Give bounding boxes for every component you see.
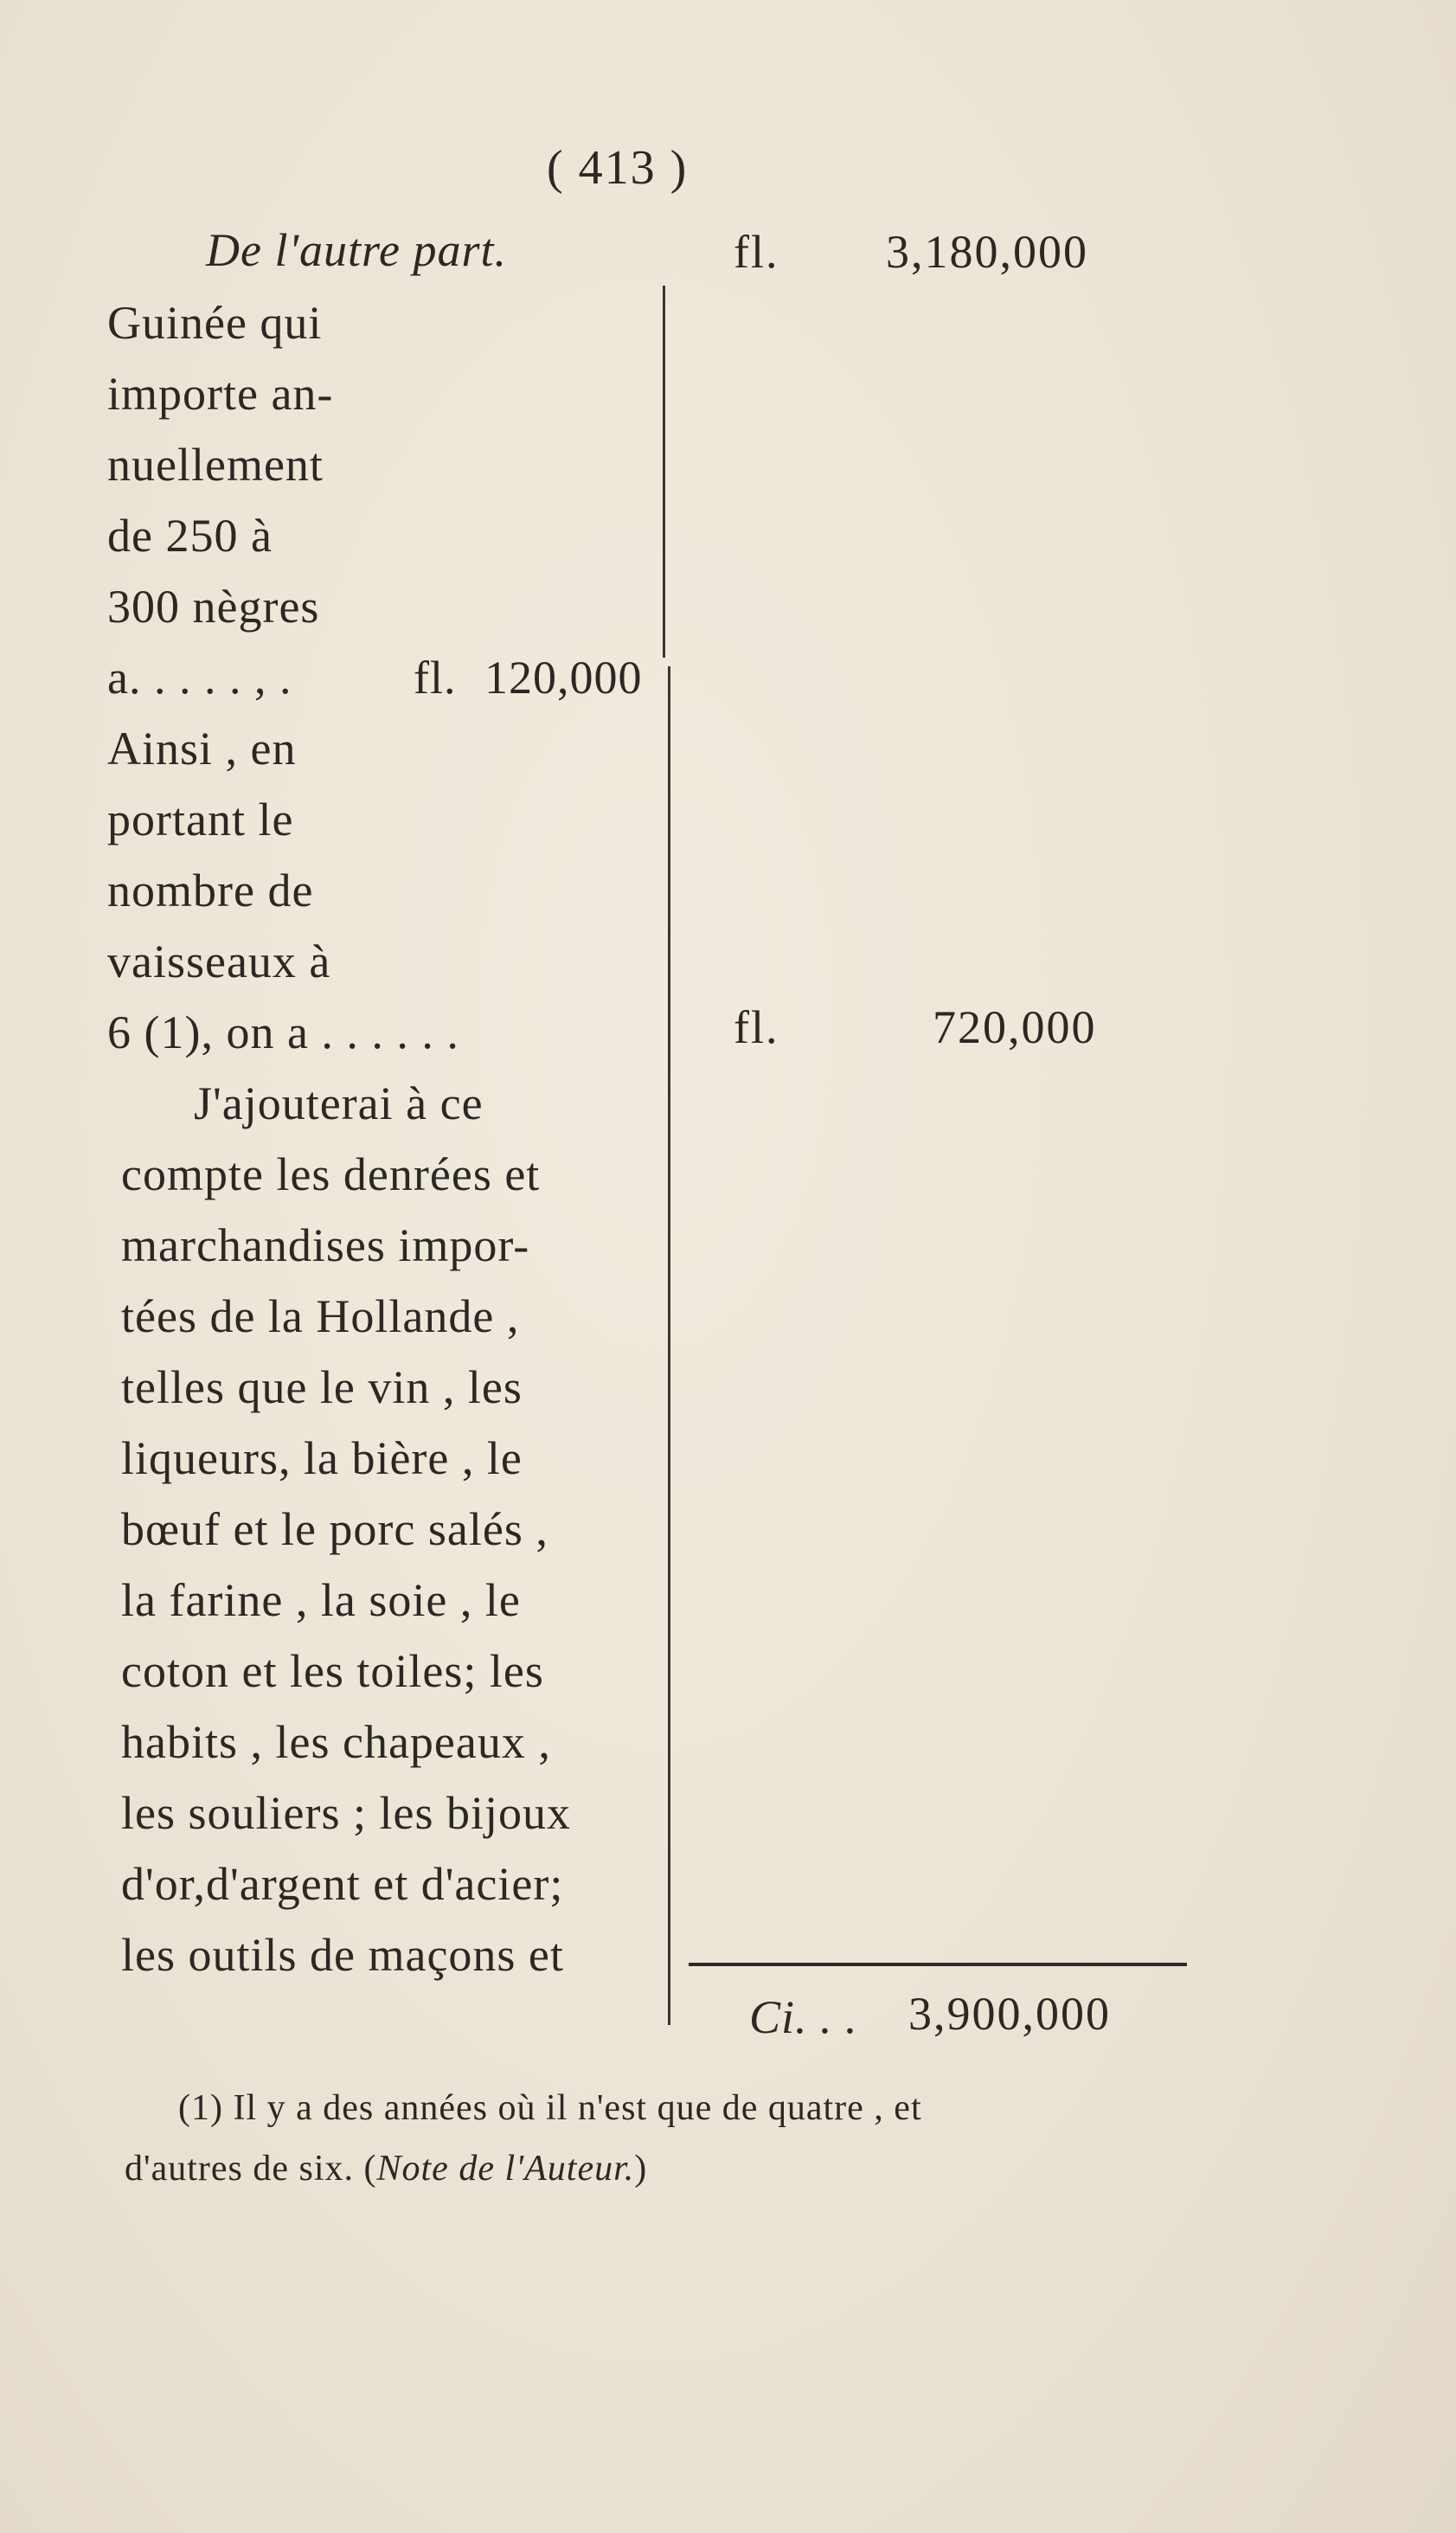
block1-line-5: 300 nègres xyxy=(107,581,320,633)
footnote-line-2-suffix: ) xyxy=(634,2149,648,2189)
total-amount: 3,900,000 xyxy=(908,1988,1111,2040)
block2-line-4: vaisseaux à xyxy=(107,935,331,987)
block3-line-3: marchandises impor- xyxy=(121,1219,530,1271)
carried-forward-heading: De l'autre part. xyxy=(206,224,508,276)
block2-amount: 720,000 xyxy=(933,1001,1097,1053)
block2-line-1: Ainsi , en xyxy=(107,723,297,775)
block3-line-1: J'ajouterai à ce xyxy=(194,1077,484,1129)
block2-line-2: portant le xyxy=(107,794,294,845)
carried-amount: 3,180,000 xyxy=(886,226,1088,278)
footnote-line-2 xyxy=(125,2148,647,2189)
block3-line-6: liqueurs, la bière , le xyxy=(121,1432,523,1484)
block1-last-line-prefix: a. . . . . , . xyxy=(107,652,292,704)
column-rule-lower xyxy=(668,666,670,2025)
block3-line-5: telles que le vin , les xyxy=(121,1361,523,1413)
block2-line-3: nombre de xyxy=(107,865,314,916)
block1-line-2: importe an- xyxy=(107,368,334,420)
block1-line-3: nuellement xyxy=(107,439,324,491)
block2-currency: fl. xyxy=(734,1001,779,1053)
block3-line-12: d'or,d'argent et d'acier; xyxy=(121,1858,564,1910)
total-rule xyxy=(689,1963,1187,1966)
block3-line-10: habits , les chapeaux , xyxy=(121,1716,551,1768)
block1-currency: fl. xyxy=(414,652,457,704)
carried-currency: fl. xyxy=(734,226,779,278)
block3-line-9: coton et les toiles; les xyxy=(121,1645,544,1697)
block1-line-1: Guinée qui xyxy=(107,297,323,349)
page-number: ( 413 ) xyxy=(547,141,689,195)
block3-line-4: tées de la Hollande , xyxy=(121,1290,520,1342)
block3-line-2: compte les denrées et xyxy=(121,1148,541,1200)
block1-amount: 120,000 xyxy=(484,652,643,704)
block3-line-13: les outils de maçons et xyxy=(121,1929,564,1981)
block3-line-11: les souliers ; les bijoux xyxy=(121,1787,571,1839)
block2-last-line: 6 (1), on a . . . . . . xyxy=(107,1006,459,1058)
footnote-attribution: Note de l'Auteur. xyxy=(376,2149,635,2189)
footnote-line-1: (1) Il y a des années où il n'est que de quatre , et xyxy=(178,2088,922,2128)
block3-line-7: bœuf et le porc salés , xyxy=(121,1503,548,1555)
column-rule-upper xyxy=(663,286,665,658)
block1-line-4: de 250 à xyxy=(107,510,273,562)
footnote-line-2-prefix: d'autres de six. ( xyxy=(125,2149,377,2189)
total-label: Ci. . . xyxy=(749,1991,858,2043)
block3-line-8: la farine , la soie , le xyxy=(121,1574,521,1626)
